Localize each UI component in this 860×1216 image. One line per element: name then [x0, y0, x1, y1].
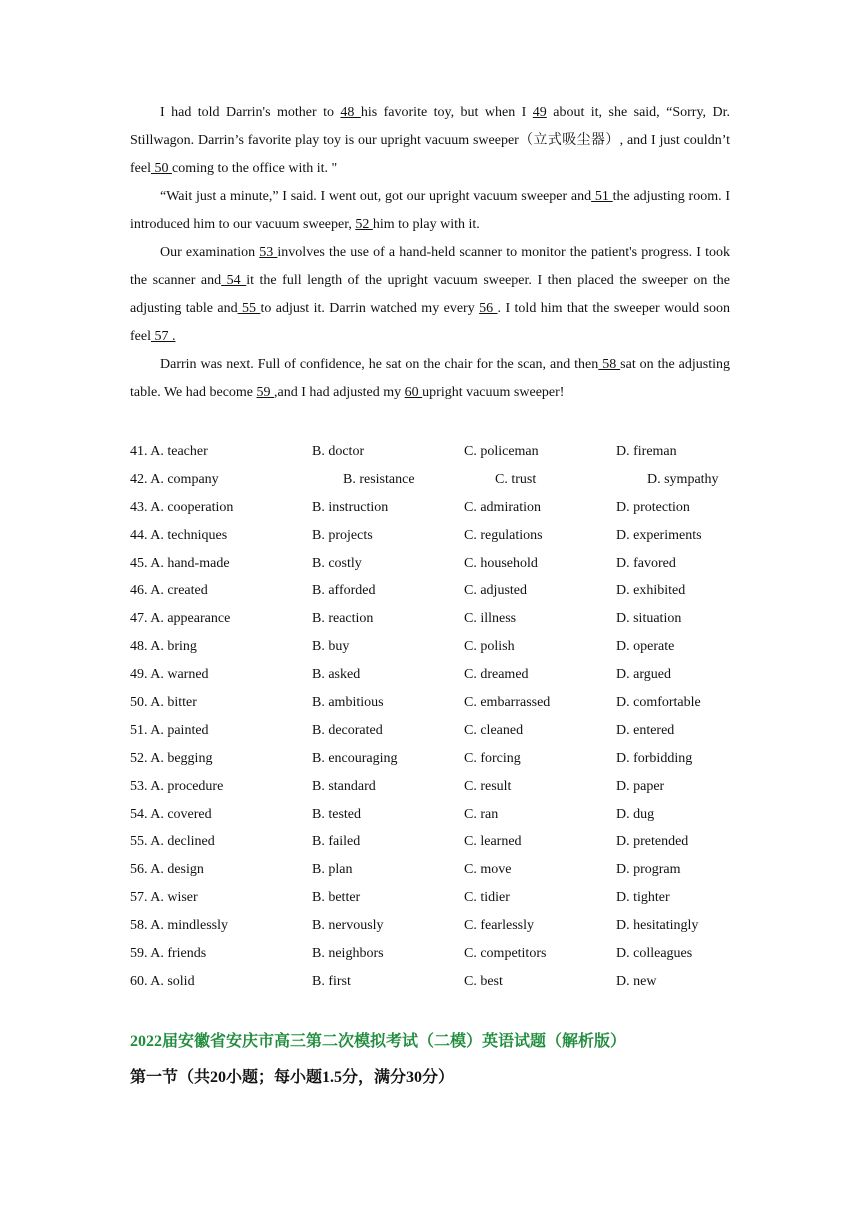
text: . I told him that the sweeper would soon feel	[130, 301, 730, 344]
option-d: D. new	[616, 973, 657, 989]
section-heading: 2022届安徽省安庆市高三第二次模拟考试（二模）英语试题（解析版）	[130, 1033, 627, 1050]
option-c: C. cleaned	[464, 722, 524, 738]
option-d: D. dug	[616, 806, 655, 822]
option-d: D. paper	[616, 778, 665, 794]
option-row-48	[130, 633, 750, 661]
paragraph-2	[130, 183, 730, 239]
option-d: D. comfortable	[616, 695, 701, 711]
text: about it, she said, “Sorry, Dr. Stillwagon. Darrin’s favorite play toy is our upright vacuum sweeper（立式吸尘器）, and I just couldn’t feel	[130, 105, 730, 176]
option-row-46	[130, 577, 750, 605]
blank-59: 59	[256, 385, 275, 400]
option-b: B. plan	[312, 862, 353, 878]
blank-51: 51	[591, 189, 613, 204]
option-row-43	[130, 494, 750, 522]
answer-options	[130, 438, 750, 996]
text: Darrin was next. Full of confidence, he sat on the chair for the scan, and then	[160, 357, 599, 372]
text: Our examination	[160, 245, 260, 260]
option-a: 45. A. hand-made	[130, 555, 230, 571]
option-a: 56. A. design	[130, 862, 204, 878]
option-row-44	[130, 522, 750, 550]
option-a: 59. A. friends	[130, 946, 207, 962]
text: coming to the office with it. "	[171, 161, 338, 176]
option-row-42	[130, 466, 750, 494]
text: ,and I had adjusted my	[274, 385, 405, 400]
option-c: C. regulations	[464, 527, 543, 543]
option-d: D. pretended	[616, 834, 689, 850]
option-d: D. program	[616, 862, 681, 878]
text: him to play with it.	[372, 217, 480, 232]
option-a: 53. A. procedure	[130, 778, 224, 794]
option-b: B. nervously	[312, 918, 384, 934]
option-a: 54. A. covered	[130, 806, 212, 822]
blank-50: 50	[150, 161, 172, 176]
option-c: C. result	[464, 778, 512, 794]
option-b: B. buy	[312, 639, 350, 655]
option-c: C. adjusted	[464, 583, 527, 599]
option-a: 44. A. techniques	[130, 527, 228, 543]
option-row-49	[130, 661, 750, 689]
option-b: B. reaction	[312, 611, 374, 627]
option-row-57	[130, 884, 750, 912]
option-c: C. illness	[464, 611, 517, 627]
option-b: B. neighbors	[312, 946, 384, 962]
blank-58: 58	[598, 357, 621, 372]
option-c: C. embarrassed	[464, 695, 551, 711]
blank-53: 53	[259, 245, 278, 260]
option-row-45	[130, 550, 750, 578]
option-b: B. projects	[312, 527, 373, 543]
blank-52: 52	[355, 217, 373, 232]
option-d: D. operate	[616, 639, 675, 655]
option-d: D. fireman	[616, 444, 677, 459]
option-b: B. costly	[312, 555, 362, 571]
option-a: 58. A. mindlessly	[130, 918, 229, 934]
option-d: D. tighter	[616, 890, 670, 906]
blank-54: 54	[221, 273, 247, 288]
cloze-passage	[130, 99, 730, 407]
option-row-60	[130, 968, 750, 996]
option-c: C. dreamed	[464, 667, 529, 683]
option-c: C. ran	[464, 806, 499, 822]
text: involves the use of a hand-held scanner to monitor the patient's progress. I took the scanner and	[130, 245, 730, 288]
text: to adjust it. Darrin watched my every	[260, 301, 480, 316]
option-row-51	[130, 717, 750, 745]
text: upright vacuum sweeper!	[422, 385, 565, 400]
option-a: 41. A. teacher	[130, 444, 208, 459]
paragraph-3	[130, 239, 730, 351]
option-row-52	[130, 745, 750, 773]
option-b: B. instruction	[312, 499, 389, 515]
option-c: C. best	[464, 973, 503, 989]
text: “Wait just a minute,” I said. I went out, got our upright vacuum sweeper and	[160, 189, 592, 204]
option-b: B. tested	[312, 806, 361, 822]
option-b: B. ambitious	[312, 695, 384, 711]
option-a: 57. A. wiser	[130, 890, 198, 906]
option-c: C. learned	[464, 834, 522, 850]
option-c: C. move	[464, 862, 512, 878]
option-row-41	[130, 438, 750, 466]
option-row-47	[130, 605, 750, 633]
option-b: B. asked	[312, 667, 361, 683]
option-d: D. forbidding	[616, 750, 693, 766]
option-d: D. entered	[616, 722, 675, 738]
option-b: B. standard	[312, 778, 376, 794]
option-a: 42. A. company	[130, 471, 219, 487]
option-a: 48. A. bring	[130, 639, 197, 655]
option-c: C. policeman	[464, 444, 539, 459]
blank-60: 60	[404, 385, 423, 400]
option-b: B. encouraging	[312, 750, 398, 766]
option-c: C. household	[464, 555, 538, 571]
option-c: C. fearlessly	[464, 918, 534, 934]
option-c: C. admiration	[464, 499, 541, 515]
option-b: B. better	[312, 890, 361, 906]
option-a: 46. A. created	[130, 583, 208, 599]
option-row-58	[130, 912, 750, 940]
option-a: 50. A. bitter	[130, 695, 197, 711]
option-b: B. resistance	[343, 471, 415, 487]
text: it the full length of the upright vacuum sweeper. I then placed the sweeper on the adjusting table and	[130, 273, 730, 316]
section-subheading: 第一节（共20小题；每小题1.5分，满分30分）	[130, 1069, 455, 1086]
option-d: D. sympathy	[647, 471, 719, 487]
option-c: C. trust	[495, 471, 537, 487]
option-a: 43. A. cooperation	[130, 499, 234, 515]
blank-56: 56	[479, 301, 498, 316]
option-d: D. exhibited	[616, 583, 686, 599]
option-d: D. hesitatingly	[616, 918, 699, 934]
option-row-54	[130, 801, 750, 829]
option-d: D. argued	[616, 667, 671, 683]
paragraph-1	[130, 99, 730, 183]
option-a: 51. A. painted	[130, 722, 209, 738]
option-row-53	[130, 773, 750, 801]
text: sat on the adjusting table. We had become	[130, 357, 730, 400]
option-c: C. polish	[464, 639, 515, 655]
option-a: 60. A. solid	[130, 973, 195, 989]
option-b: B. first	[312, 973, 351, 989]
option-d: D. experiments	[616, 527, 702, 543]
text: his favorite toy, but when I	[360, 105, 533, 120]
option-a: 55. A. declined	[130, 834, 215, 850]
blank-55: 55	[237, 301, 261, 316]
option-c: C. tidier	[464, 890, 510, 906]
text: I had told Darrin's mother to	[160, 105, 341, 120]
option-c: C. competitors	[464, 946, 547, 962]
option-a: 52. A. begging	[130, 750, 213, 766]
option-b: B. failed	[312, 834, 361, 850]
option-row-50	[130, 689, 750, 717]
option-row-59	[130, 940, 750, 968]
blank-49: 49	[532, 105, 547, 120]
option-a: 49. A. warned	[130, 667, 209, 683]
option-d: D. favored	[616, 555, 676, 571]
paragraph-4	[130, 351, 730, 407]
text: the adjusting room. I introduced him to our vacuum sweeper,	[130, 189, 731, 232]
blank-57: 57 .	[150, 329, 176, 344]
option-row-56	[130, 856, 750, 884]
blank-48: 48	[340, 105, 361, 120]
option-d: D. protection	[616, 499, 690, 515]
option-b: B. decorated	[312, 722, 383, 738]
option-a: 47. A. appearance	[130, 611, 231, 627]
option-b: B. afforded	[312, 583, 376, 599]
option-d: D. situation	[616, 611, 682, 627]
option-d: D. colleagues	[616, 946, 693, 962]
option-b: B. doctor	[312, 444, 365, 459]
option-c: C. forcing	[464, 750, 521, 766]
option-row-55	[130, 828, 750, 856]
